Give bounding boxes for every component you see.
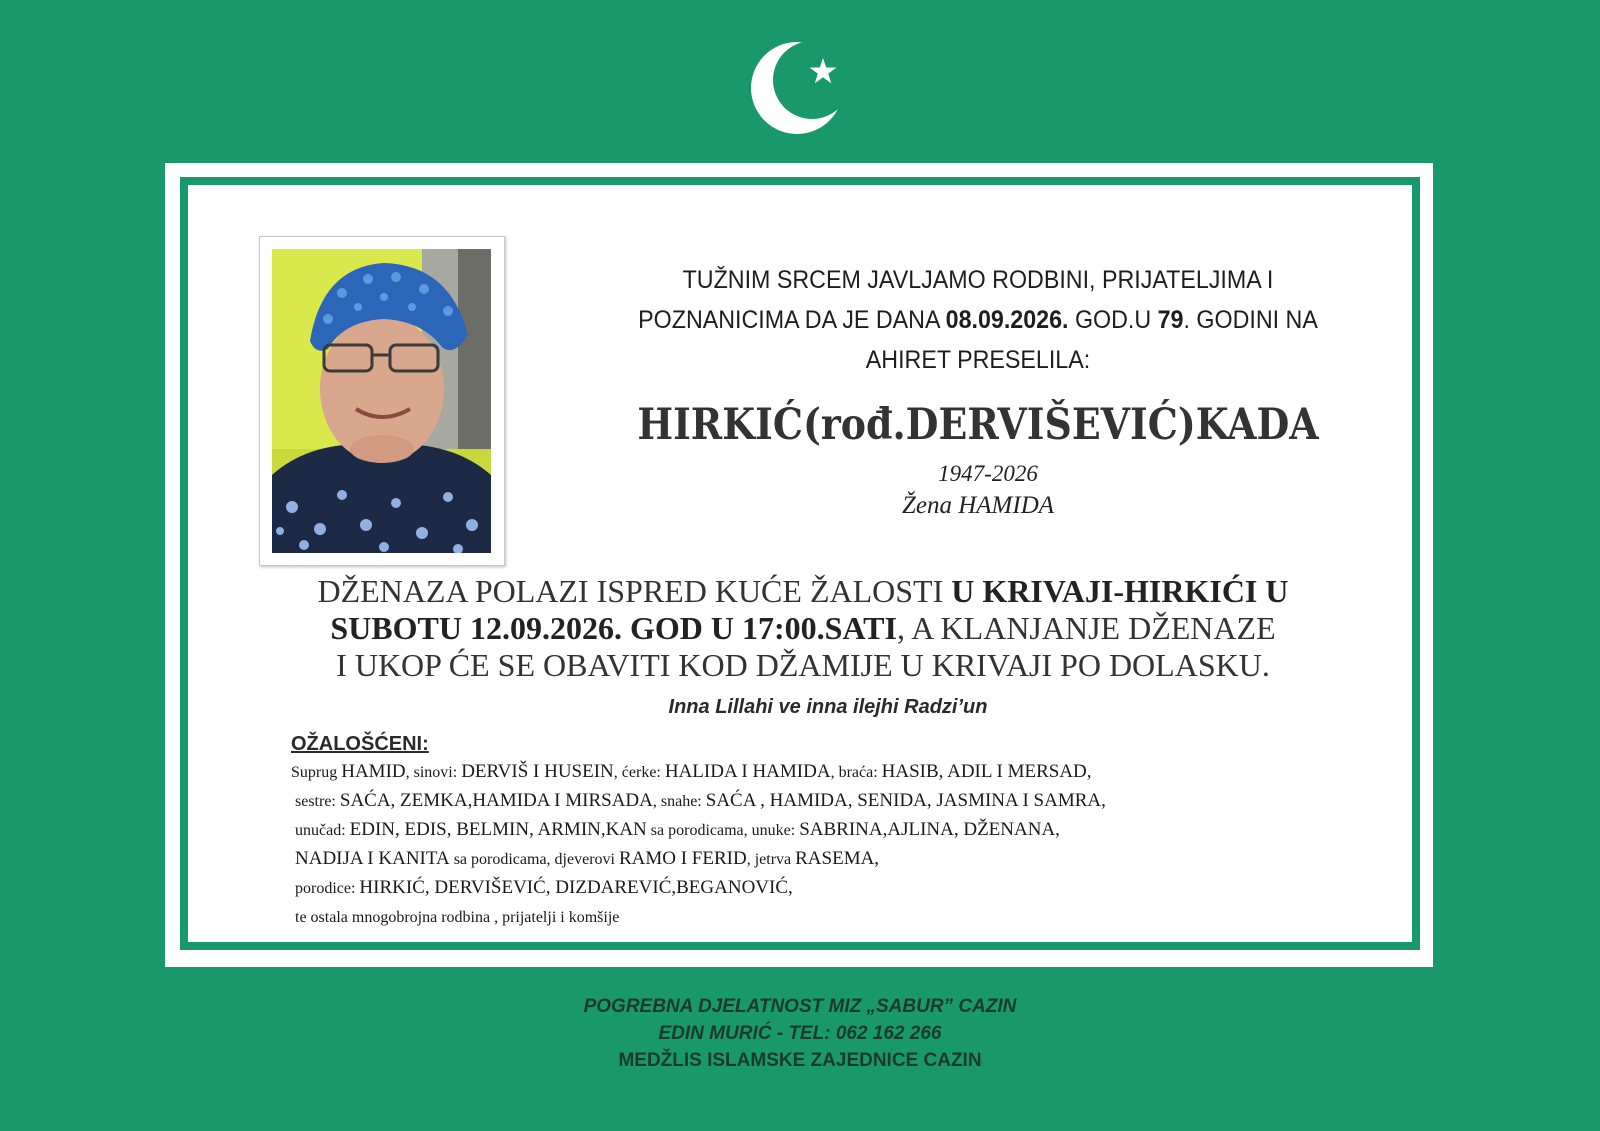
mourners-line xyxy=(291,845,1311,874)
funeral-location: U KRIVAJI-HIRKIĆI U xyxy=(951,573,1289,609)
intro-line-2 xyxy=(541,300,1415,340)
deceased-name: HIRKIĆ(rođ.DERVIŠEVIĆ)KADA xyxy=(637,400,1319,450)
mourners-text: RAMO I FERID xyxy=(618,848,747,869)
mourners-text: sestre: xyxy=(295,793,340,810)
portrait-photo xyxy=(272,249,491,553)
green-inner-border xyxy=(180,177,1420,950)
mourners-line xyxy=(291,758,1311,787)
mourners-text: HASIB, ADIL I MERSAD, xyxy=(881,761,1092,782)
mourners-text: , braća: xyxy=(830,764,882,781)
footer-line-2: EDIN MURIĆ - TEL: 062 162 266 xyxy=(658,1023,942,1044)
mourners-line xyxy=(291,903,1311,932)
age: 79 xyxy=(1157,306,1184,334)
footer-line-3: MEDŽLIS ISLAMSKE ZAJEDNICE CAZIN xyxy=(618,1050,982,1071)
mourners-text: , sinovi: xyxy=(405,764,462,781)
funeral-details xyxy=(248,573,1358,684)
footer-line-1: POGREBNA DJELATNOST MIZ „SABUR” CAZIN xyxy=(583,996,1017,1017)
mourners-text: , jetrva xyxy=(746,851,796,868)
mourners-text: porodice: xyxy=(295,880,360,897)
mourners-text: EDIN, EDIS, BELMIN, ARMIN,KAN xyxy=(349,819,647,840)
mourners-text: SAĆA, ZEMKA,HAMIDA I MIRSADA xyxy=(339,790,653,811)
notice-panel xyxy=(165,163,1433,967)
funeral-datetime: SUBOTU 12.09.2026. GOD U 17:00.SATI xyxy=(330,610,897,646)
announcement-intro xyxy=(541,260,1415,380)
mourners-text: te ostala mnogobrojna rodbina , prijatelji i komšije xyxy=(295,909,620,926)
mourners-text: SABRINA,AJLINA, DŽENANA, xyxy=(799,819,1060,840)
life-years: 1947-2026 xyxy=(938,461,1038,486)
intro-line-1: TUŽNIM SRCEM JAVLJAMO RODBINI, PRIJATELJIMA I xyxy=(682,266,1274,294)
intro-line-2-text: POZNANICIMA DA JE DANA xyxy=(638,306,946,334)
mourners-text: HAMID xyxy=(341,761,406,782)
date-of-death: 08.09.2026. xyxy=(945,306,1069,334)
mourners-text: sa porodicama, djeverovi xyxy=(449,851,619,868)
portrait-frame xyxy=(259,236,505,566)
mourners-text: sa porodicama, unuke: xyxy=(646,822,800,839)
mourners-text: , snahe: xyxy=(652,793,706,810)
mourners-title: OŽALOŠĆENI: xyxy=(291,733,429,755)
funeral-line-1 xyxy=(248,573,1358,610)
intro-line-2-text-c: . GODINI NA xyxy=(1183,306,1318,334)
crescent-star-icon xyxy=(750,30,860,140)
funeral-line-3: I UKOP ĆE SE OBAVITI KOD DŽAMIJE U KRIVAJI PO DOLASKU. xyxy=(336,647,1270,683)
intro-line-3: AHIRET PRESELILA: xyxy=(865,346,1091,374)
mourners-line xyxy=(291,787,1311,816)
mourners-text: Suprug xyxy=(291,764,342,781)
mourners-text: DERVIŠ I HUSEIN xyxy=(461,761,614,782)
prayer-line: Inna Lillahi ve inna ilejhi Radzi’un xyxy=(668,696,988,718)
mourners-text: unučad: xyxy=(295,822,350,839)
mourners-line xyxy=(291,816,1311,845)
footer xyxy=(420,993,1180,1074)
intro-line-2-text-b: GOD.U xyxy=(1068,306,1158,334)
mourners-text: RASEMA, xyxy=(795,848,880,869)
mourners-text: , ćerke: xyxy=(613,764,665,781)
mourners-text: NADIJA I KANITA xyxy=(295,848,450,869)
funeral-text-2: , A KLANJANJE DŽENAZE xyxy=(896,610,1276,646)
mourners-list xyxy=(291,758,1311,932)
mourners-text: HALIDA I HAMIDA xyxy=(664,761,831,782)
mourners-text: SAĆA , HAMIDA, SENIDA, JASMINA I SAMRA, xyxy=(705,790,1106,811)
funeral-line-2 xyxy=(248,610,1358,647)
spouse-note: Žena HAMIDA xyxy=(901,492,1055,519)
funeral-text: DŽENAZA POLAZI ISPRED KUĆE ŽALOSTI xyxy=(317,573,952,609)
mourners-line xyxy=(291,874,1311,903)
mourners-text: HIRKIĆ, DERVIŠEVIĆ, DIZDAREVIĆ,BEGANOVIĆ, xyxy=(359,877,793,898)
